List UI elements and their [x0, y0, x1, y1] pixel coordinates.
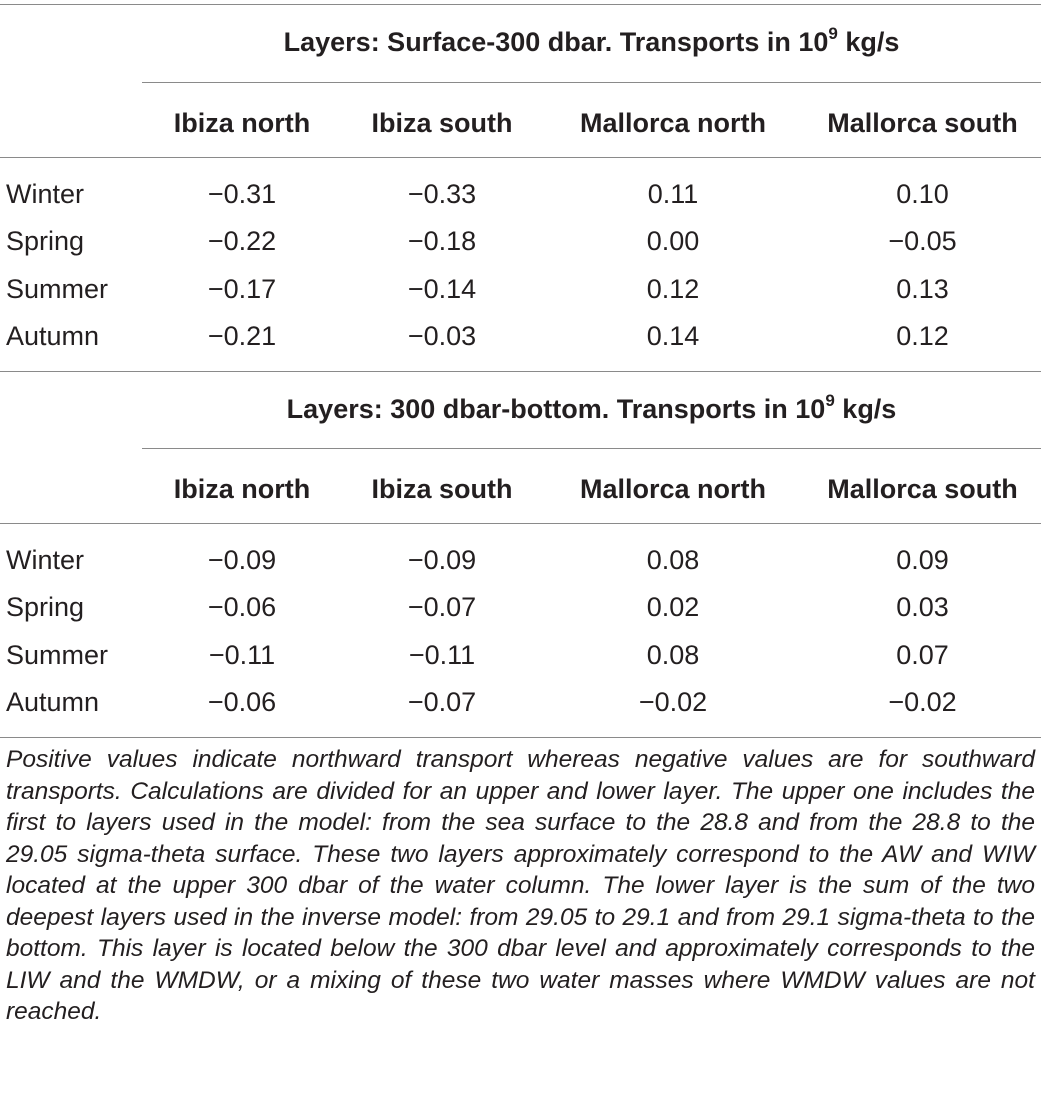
- table-cell: −0.02: [638, 687, 708, 717]
- row-label: Autumn: [6, 321, 100, 351]
- group-title-exponent: 9: [828, 24, 838, 43]
- table-cell: −0.18: [407, 226, 477, 256]
- row-label: Spring: [6, 226, 85, 256]
- group-title-unit: kg/s: [834, 394, 897, 424]
- column-header-mallorca-north: Mallorca north: [579, 108, 767, 138]
- table-bottom-rule: [0, 737, 1041, 738]
- column-header-ibiza-south: Ibiza south: [371, 108, 513, 138]
- column-header-mallorca-north: Mallorca north: [579, 474, 767, 504]
- table-cell: −0.03: [407, 321, 477, 351]
- table-cell: −0.06: [207, 687, 277, 717]
- table-cell: 0.09: [896, 545, 949, 575]
- group-title-rule: [142, 448, 1041, 449]
- column-header-ibiza-south: Ibiza south: [371, 474, 513, 504]
- table-cell: −0.22: [207, 226, 277, 256]
- table-cell: 0.13: [896, 274, 949, 304]
- column-header-mallorca-south: Mallorca south: [827, 108, 1018, 138]
- row-label: Winter: [6, 545, 85, 575]
- column-header-ibiza-north: Ibiza north: [173, 474, 311, 504]
- row-label: Winter: [6, 179, 85, 209]
- table-cell: −0.33: [407, 179, 477, 209]
- table-cell: 0.12: [646, 274, 700, 304]
- table-cell: −0.07: [407, 592, 477, 622]
- column-header-ibiza-north: Ibiza north: [173, 108, 311, 138]
- row-label: Summer: [6, 274, 109, 304]
- table-cell: 0.08: [646, 640, 700, 670]
- table-cell: 0.07: [896, 640, 949, 670]
- group-separator-rule: [0, 371, 1041, 372]
- table-cell: 0.03: [896, 592, 949, 622]
- table-footnote: Positive values indicate northward transport whereas negative values are for southward transports. Calculations are divided for an upper and lower layer. The upper one includes the first to layers used in the model: from the sea surface to the 28.8 and from the 28.8 to the 29.05 sigma-theta surface. These two layers approximately correspond to the AW and WIW located at the upper 300 dbar of the water column. The lower layer is the sum of the two deepest layers used in the inverse model: from 29.05 to 29.1 and from 29.1 sigma-theta to the bottom. This layer is located below the 300 dbar level and approximately corresponds to the LIW and the WMDW, or a mixing of these two water masses where WMDW values are not reached.: [6, 746, 1035, 1025]
- table-cell: −0.06: [207, 592, 277, 622]
- table-cell: −0.17: [207, 274, 277, 304]
- group-title-exponent: 9: [825, 391, 835, 410]
- group-title-surface: [142, 26, 1041, 58]
- table-cell: −0.05: [888, 226, 957, 256]
- table-cell: 0.11: [647, 179, 699, 209]
- column-header-mallorca-south: Mallorca south: [827, 474, 1018, 504]
- table-cell: −0.07: [407, 687, 477, 717]
- column-header-rule: [0, 157, 1041, 158]
- group-title-unit: kg/s: [837, 27, 900, 57]
- table-top-rule: [0, 4, 1041, 5]
- group-title-text: Layers: Surface-300 dbar. Transports in 10: [283, 27, 829, 57]
- column-header-rule: [0, 523, 1041, 524]
- table-cell: −0.02: [888, 687, 957, 717]
- table-cell: 0.08: [646, 545, 700, 575]
- row-label: Summer: [6, 640, 109, 670]
- table-cell: 0.12: [896, 321, 949, 351]
- table-cell: 0.14: [646, 321, 700, 351]
- group-title-bottom: [142, 393, 1041, 425]
- table-cell: −0.21: [207, 321, 277, 351]
- table-cell: 0.10: [896, 179, 949, 209]
- table-cell: 0.02: [646, 592, 700, 622]
- table-cell: −0.11: [208, 640, 276, 670]
- group-title-text: Layers: 300 dbar-bottom. Transports in 10: [286, 394, 826, 424]
- table-cell: 0.00: [646, 226, 700, 256]
- table-cell: −0.11: [408, 640, 476, 670]
- group-title-rule: [142, 82, 1041, 83]
- table-cell: −0.31: [207, 179, 277, 209]
- table-cell: −0.14: [407, 274, 477, 304]
- row-label: Spring: [6, 592, 85, 622]
- table-cell: −0.09: [407, 545, 477, 575]
- table-cell: −0.09: [207, 545, 277, 575]
- row-label: Autumn: [6, 687, 100, 717]
